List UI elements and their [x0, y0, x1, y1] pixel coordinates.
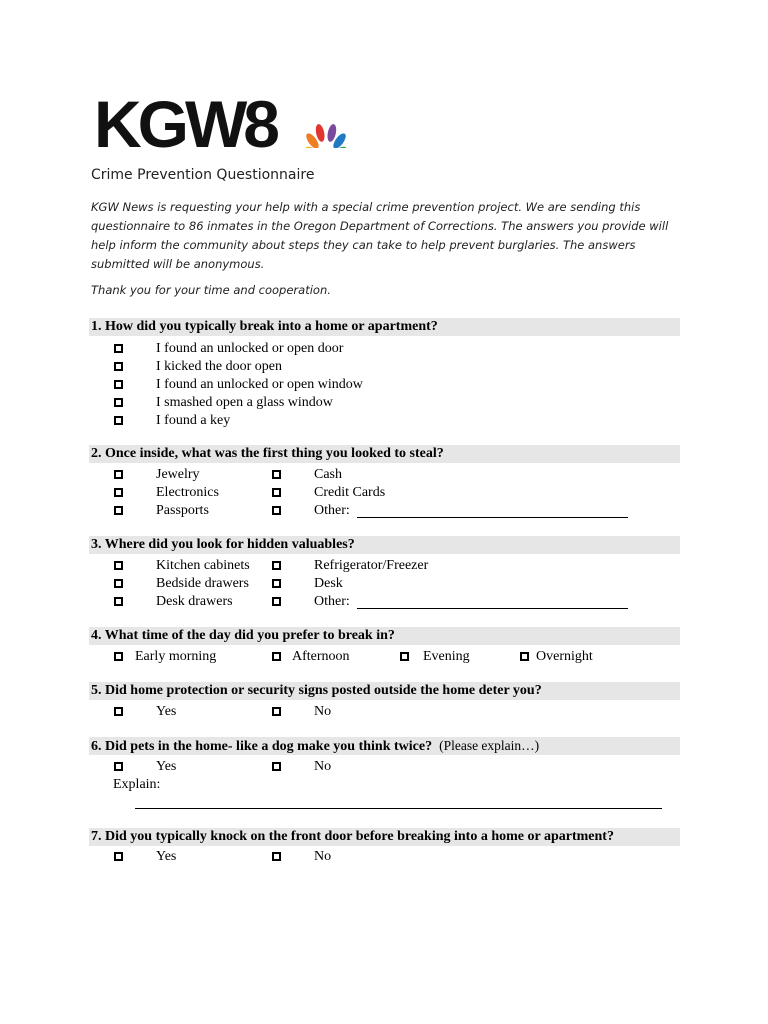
- other-write-line[interactable]: [357, 517, 628, 518]
- checkbox[interactable]: [272, 579, 281, 588]
- thanks-line: Thank you for your time and cooperation.: [91, 283, 331, 297]
- option-label: I found an unlocked or open door: [156, 341, 344, 356]
- question-7: 7. Did you typically knock on the front door before breaking into a home or apartment?: [89, 828, 680, 846]
- option-label: Other:: [314, 594, 350, 609]
- option-label: Electronics: [156, 485, 219, 500]
- logo-text: KGW8: [94, 87, 276, 161]
- question-1: 1. How did you typically break into a home or apartment?: [89, 318, 680, 336]
- option-label: Yes: [156, 704, 177, 719]
- checkbox[interactable]: [114, 561, 123, 570]
- checkbox[interactable]: [114, 506, 123, 515]
- checkbox[interactable]: [520, 652, 529, 661]
- checkbox[interactable]: [114, 470, 123, 479]
- checkbox[interactable]: [114, 344, 123, 353]
- option-label: Passports: [156, 503, 209, 518]
- checkbox[interactable]: [400, 652, 409, 661]
- option-label: Kitchen cabinets: [156, 558, 250, 573]
- checkbox[interactable]: [272, 852, 281, 861]
- option-label: No: [314, 849, 332, 864]
- question-3: 3. Where did you look for hidden valuables?: [89, 536, 680, 554]
- checkbox[interactable]: [272, 652, 281, 661]
- checkbox[interactable]: [114, 398, 123, 407]
- checkbox[interactable]: [272, 470, 281, 479]
- option-label: Desk: [314, 576, 343, 591]
- option-label: No: [314, 704, 332, 719]
- question-6: [89, 737, 680, 755]
- option-label: Credit Cards: [314, 485, 386, 500]
- checkbox[interactable]: [114, 488, 123, 497]
- option-label: Evening: [423, 649, 470, 664]
- option-label: I found a key: [156, 413, 231, 428]
- option-label: Yes: [156, 759, 177, 774]
- nbc-peacock-icon: [306, 124, 346, 148]
- option-label: Cash: [314, 467, 342, 482]
- checkbox[interactable]: [114, 652, 123, 661]
- checkbox[interactable]: [272, 597, 281, 606]
- kgw8-logo: [94, 87, 344, 161]
- option-label: Other:: [314, 503, 350, 518]
- intro-paragraph: KGW News is requesting your help with a special crime prevention project. We are sending this questionnaire to 86 inmates in the Oregon Department of Corrections. The answers you provide will help inform the community about steps they can take to help prevent burglaries. The answers submitted will be anonymous.: [91, 200, 669, 271]
- other-write-line[interactable]: [357, 608, 628, 609]
- checkbox[interactable]: [114, 416, 123, 425]
- option-label: I smashed open a glass window: [156, 395, 333, 410]
- option-label: Desk drawers: [156, 594, 233, 609]
- checkbox[interactable]: [114, 579, 123, 588]
- checkbox[interactable]: [272, 488, 281, 497]
- explain-label: Explain:: [113, 777, 161, 792]
- option-label: Early morning: [135, 649, 217, 664]
- explain-write-line[interactable]: [135, 808, 662, 809]
- question-6-text: 6. Did pets in the home- like a dog make you think twice?: [91, 739, 433, 754]
- checkbox[interactable]: [114, 362, 123, 371]
- option-label: Jewelry: [156, 467, 200, 482]
- checkbox[interactable]: [272, 762, 281, 771]
- option-label: Overnight: [536, 649, 593, 664]
- page-title: Crime Prevention Questionnaire: [91, 167, 315, 183]
- option-label: Refrigerator/Freezer: [314, 558, 429, 573]
- checkbox[interactable]: [114, 762, 123, 771]
- question-2: 2. Once inside, what was the first thing you looked to steal?: [89, 445, 680, 463]
- option-label: No: [314, 759, 332, 774]
- question-4: 4. What time of the day did you prefer to break in?: [89, 627, 680, 645]
- question-5: 5. Did home protection or security signs posted outside the home deter you?: [89, 682, 680, 700]
- checkbox[interactable]: [272, 506, 281, 515]
- option-label: Bedside drawers: [156, 576, 249, 591]
- option-label: I kicked the door open: [156, 359, 282, 374]
- checkbox[interactable]: [272, 707, 281, 716]
- checkbox[interactable]: [114, 707, 123, 716]
- option-label: Yes: [156, 849, 177, 864]
- checkbox[interactable]: [114, 380, 123, 389]
- checkbox[interactable]: [114, 852, 123, 861]
- option-label: I found an unlocked or open window: [156, 377, 363, 392]
- checkbox[interactable]: [114, 597, 123, 606]
- checkbox[interactable]: [272, 561, 281, 570]
- option-label: Afternoon: [292, 649, 350, 664]
- question-6-note: (Please explain…): [439, 738, 540, 753]
